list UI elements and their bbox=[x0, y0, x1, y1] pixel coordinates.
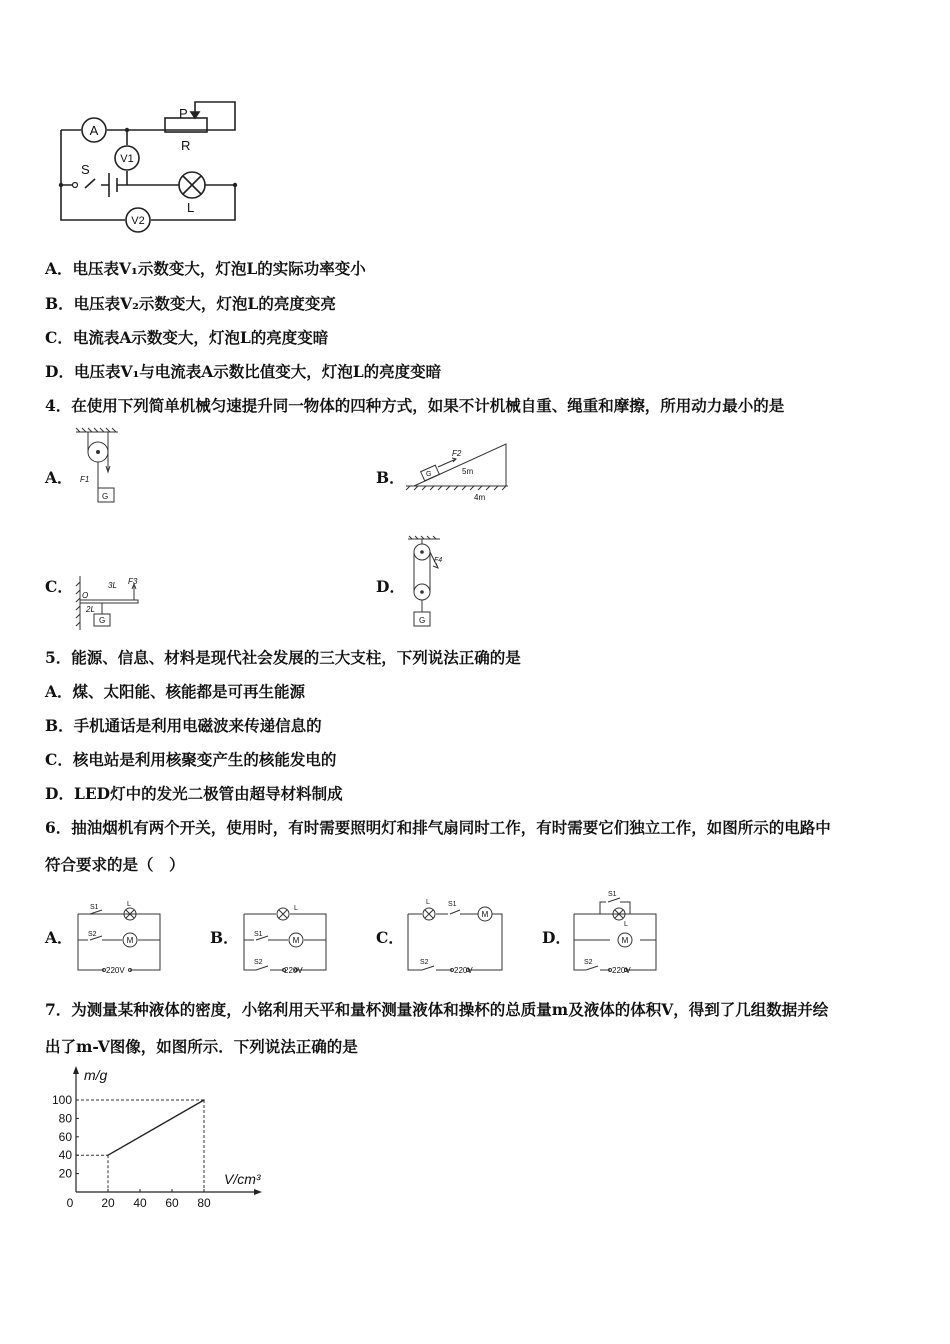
fig-c-weight: G bbox=[99, 616, 106, 625]
svg-text:S2: S2 bbox=[88, 931, 97, 938]
q4-figure-c-lever bbox=[72, 576, 144, 632]
fig-c-long-arm: 3L bbox=[108, 581, 117, 590]
svg-text:220V: 220V bbox=[284, 966, 303, 975]
svg-text:M: M bbox=[481, 910, 489, 919]
x-tick-label: 60 bbox=[165, 1196, 179, 1210]
fig-b-base-length: 4m bbox=[474, 493, 486, 502]
svg-text:M: M bbox=[621, 936, 629, 945]
svg-text:S2: S2 bbox=[584, 959, 593, 966]
q4-option-d: D． bbox=[376, 577, 405, 596]
data-point bbox=[203, 1099, 205, 1101]
svg-text:L: L bbox=[127, 901, 131, 908]
svg-text:S2: S2 bbox=[420, 959, 429, 966]
svg-text:S2: S2 bbox=[254, 959, 263, 966]
svg-text:220V: 220V bbox=[106, 966, 125, 975]
fig-a-weight: G bbox=[102, 492, 109, 501]
fig-b-weight: G bbox=[426, 471, 432, 478]
q6-option-a: A． bbox=[45, 928, 73, 947]
svg-text:M: M bbox=[126, 936, 134, 945]
y-tick-label: 80 bbox=[58, 1111, 72, 1126]
q4-stem: 4．在使用下列简单机械匀速提升同一物体的四种方式，如果不计机械自重、绳重和摩擦，所用动力最小的是 bbox=[45, 396, 785, 415]
q6-circuit-c bbox=[404, 892, 508, 976]
y-axis-label: m/g bbox=[84, 1067, 108, 1083]
fig-c-force: F3 bbox=[128, 577, 138, 586]
q3-option-c: C．电流表A示数变大，灯泡L的亮度变暗 bbox=[45, 328, 329, 347]
x-tick-label: 0 bbox=[66, 1196, 74, 1210]
q6-stem-line1: 6．抽油烟机有两个开关，使用时，有时需要照明灯和排气扇同时工作，有时需要它们独立工作，如图所示的电路中 bbox=[45, 818, 831, 837]
svg-text:S1: S1 bbox=[448, 901, 457, 908]
svg-text:220V: 220V bbox=[612, 966, 631, 975]
x-axis-arrow bbox=[254, 1189, 262, 1195]
q5-option-c: C．核电站是利用核聚变产生的核能发电的 bbox=[45, 750, 337, 769]
y-axis-arrow bbox=[73, 1066, 79, 1074]
x-tick-label: 20 bbox=[101, 1196, 115, 1210]
svg-text:S1: S1 bbox=[90, 904, 99, 911]
q4-option-b: B． bbox=[376, 468, 405, 487]
data-point bbox=[107, 1154, 109, 1156]
q3-circuit-diagram bbox=[55, 98, 245, 238]
q5-option-a: A．煤、太阳能、核能都是可再生能源 bbox=[45, 682, 306, 701]
q6-circuit-b bbox=[240, 898, 332, 976]
q7-mv-chart bbox=[40, 1066, 280, 1216]
svg-text:L: L bbox=[624, 921, 628, 928]
y-tick-label: 60 bbox=[58, 1129, 72, 1144]
svg-text:220V: 220V bbox=[454, 966, 473, 975]
q4-figure-d-pulley-block bbox=[402, 536, 446, 632]
q4-figure-a-movable-pulley bbox=[72, 428, 122, 508]
q6-option-c: C． bbox=[376, 928, 404, 947]
fig-d-force: F4 bbox=[434, 557, 443, 564]
q7-stem-line2: 出了m-V图像，如图所示．下列说法正确的是 bbox=[45, 1037, 358, 1056]
q3-option-a: A．电压表V₁示数变大，灯泡L的实际功率变小 bbox=[45, 259, 366, 278]
slider-label: P bbox=[179, 106, 188, 121]
q6-stem-line2: 符合要求的是（ ） bbox=[45, 855, 185, 874]
fig-b-force: F2 bbox=[452, 449, 462, 458]
rheostat-label: R bbox=[181, 138, 191, 153]
svg-text:M: M bbox=[292, 936, 300, 945]
svg-text:L: L bbox=[294, 905, 298, 912]
q4-figure-b-incline bbox=[402, 438, 512, 508]
fig-d-weight: G bbox=[419, 616, 426, 625]
fig-c-short-arm: 2L bbox=[86, 605, 95, 614]
lamp-label: L bbox=[187, 200, 195, 215]
fig-c-pivot: O bbox=[82, 591, 89, 600]
svg-text:L: L bbox=[426, 899, 430, 906]
q6-circuit-a bbox=[74, 898, 166, 976]
x-axis-label: V/cm³ bbox=[224, 1171, 261, 1187]
q6-option-b: B． bbox=[210, 928, 239, 947]
q4-option-a: A． bbox=[45, 468, 73, 487]
voltmeter2-label: V2 bbox=[131, 215, 145, 227]
svg-text:S1: S1 bbox=[254, 931, 263, 938]
y-tick-label: 20 bbox=[58, 1166, 72, 1181]
q5-option-b: B．手机通话是利用电磁波来传递信息的 bbox=[45, 716, 322, 735]
ammeter-label: A bbox=[89, 123, 99, 138]
x-tick-label: 80 bbox=[197, 1196, 211, 1210]
fig-b-slope-length: 5m bbox=[462, 467, 474, 476]
fig-a-force: F1 bbox=[80, 475, 90, 484]
q6-circuit-d bbox=[570, 888, 662, 976]
q3-option-b: B．电压表V₂示数变大，灯泡L的亮度变亮 bbox=[45, 294, 336, 313]
q5-stem: 5．能源、信息、材料是现代社会发展的三大支柱，下列说法正确的是 bbox=[45, 648, 521, 667]
x-tick-label: 40 bbox=[133, 1196, 147, 1210]
q7-stem-line1: 7．为测量某种液体的密度，小铭利用天平和量杯测量液体和操杯的总质量m及液体的体积V，得到了几组数据并绘 bbox=[45, 1000, 829, 1019]
y-tick-label: 40 bbox=[58, 1148, 72, 1163]
switch-label: S bbox=[81, 162, 90, 177]
q4-option-c: C． bbox=[45, 577, 73, 596]
q3-option-d: D．电压表V₁与电流表A示数比值变大，灯泡L的亮度变暗 bbox=[45, 362, 442, 381]
y-tick-label: 100 bbox=[51, 1093, 72, 1107]
q6-option-d: D． bbox=[542, 928, 571, 947]
series-line bbox=[108, 1100, 204, 1155]
q5-option-d: D．LED灯中的发光二极管由超导材料制成 bbox=[45, 784, 343, 803]
svg-text:S1: S1 bbox=[608, 891, 617, 898]
voltmeter1-label: V1 bbox=[120, 153, 134, 165]
